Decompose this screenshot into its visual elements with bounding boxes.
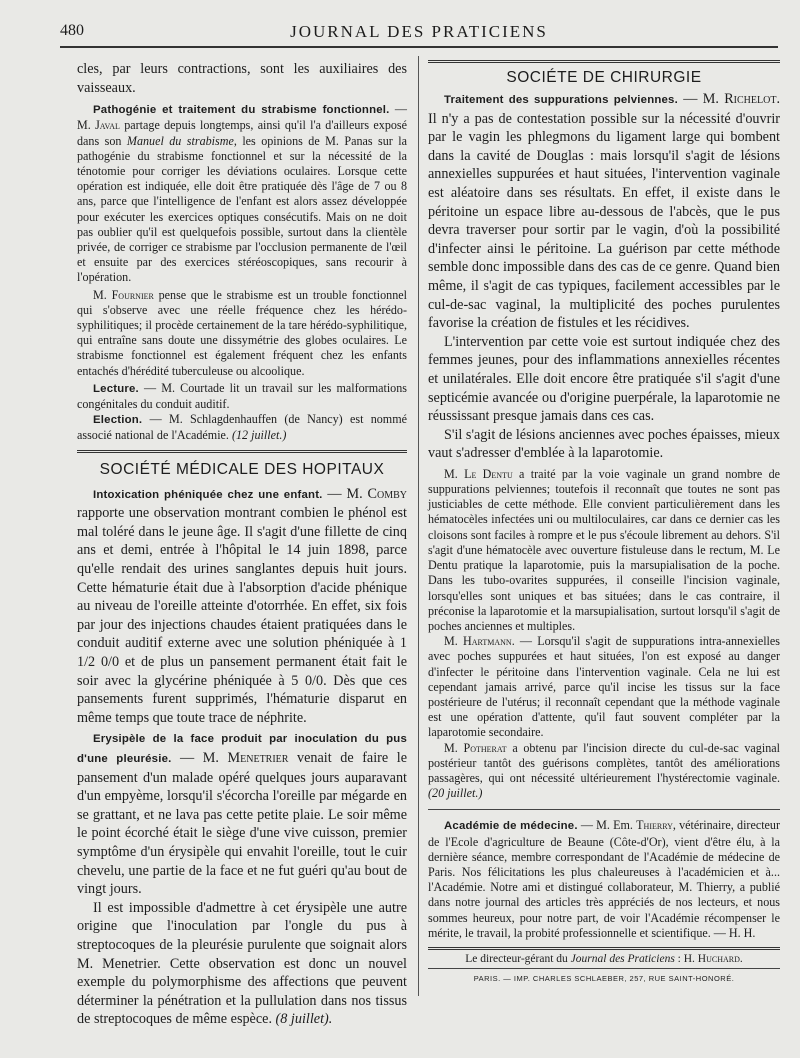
article-le-dentu: M. Le Dentu a traité par la voie vaginale un grand nombre de suppurations pelviennes; toutefois il reconnaît que toutes ne sont pas justiciables de cette méthode. Elle convient particulièrement dans les hématocèles infectées uni ou multiloculaires, car dans ce dernier cas les cloisons sont faciles à rompre et le pus s'écoule librement au dehors. S'il s'agit d'une hématocèle avec ouverture fistuleuse dans le rectum, M. Le Dentu pratique la laparotomie, puis la marsupialisation de la poche. Dans les tubo-ovarites suppurées, il conseille l'incision vaginale, lorsqu'elles sont uniques et bas situées; dans le cas contraire, il préconise la laparotomie et la marsupialisation, surtout lorsqu'il s'agit de poches anciennes et multiples. <box>428 466 781 633</box>
article-heading: Intoxication phéniquée chez une enfant. <box>93 488 323 501</box>
author-name: Menetrier <box>227 749 289 766</box>
section-title-hopitaux: SOCIÉTÉ MÉDICALE DES HOPITAUX <box>99 460 385 478</box>
article-suppurations: Traitement des suppurations pelviennes. — M. Richelot. Il n'y a pas de contestation possible sur la nécessité d'ouvrir par le vagin les phlegmons du ligament large qui bombent dans la cavité de Douglas : mais lorsqu'il s'agit de lésions annexielles suppurées et haut situées, l'intervention vaginale est aléatoire dans ses résultats. En effet, il existe dans le péritoine un espace libre au-dessous de l'abcès, que le pus devra traverser pour sortir par le vagin, d'où la possibilité d'infecter ainsi le péritoine. La guérison par cette méthode semble donc impossible dans des cas de ce genre. Quand bien même, il s'agit de cas typiques, facilement accessibles par le cul-de-sac vaginal, la multiplicité des poches purulentes favorise la création de fistules et les récidives. <box>428 91 780 332</box>
article-lecture: Lecture. — M. Courtade lit un travail sur les malformations congénitales du conduit auditif. <box>77 380 407 412</box>
paragraph-indications: L'intervention par cette voie est surtout indiquée chez des femmes jeunes, pour des inflammations annexielles récentes et unilatérales. Elle doit encore être pratiquée s'il s'agit d'une septicémie avancée ou d'origine puerpérale, la laparotomie ne réussissant presque jamais dans ces cas. <box>428 333 780 425</box>
right-column <box>428 60 780 983</box>
column-divider <box>418 56 419 996</box>
article-academie: Académie de médecine. — M. Em. Thierry, vétérinaire, directeur de l'Ecole d'agriculture de Beaune (Côte-d'Or), vient d'être élu, à la dernière séance, membre correspondant de l'Académie de médecine de Paris. Nos félicitations les plus chaleureuses à l'académicien et à... l'Académie. Notre ami et distingué collaborateur, M. Thierry, a publié dans notre journal des articles très appréciés de nos lecteurs, et nous sommes heureux, pour notre part, de voir l'Académie récompenser le mérite, le travail, la probité professionnelle et scientifique. — H. H. <box>428 818 780 940</box>
paragraph-continuation: cles, par leurs contractions, sont les auxiliaires des vaisseaux. <box>77 61 407 96</box>
author-name: Potherat <box>463 740 507 755</box>
footer-rule <box>428 947 780 950</box>
author-name: Thierry <box>636 818 673 833</box>
article-potherat: M. Potherat a obtenu par l'incision directe du cul-de-sac vaginal postérieur tantôt des guérisons complètes, tantôt des améliorations passagères, qui ont nécessité ultérieurement l'hystérectomie vaginale. (20 juillet.) <box>428 740 780 801</box>
paragraph-conclusion: Il est impossible d'admettre à cet érysipèle une autre origine que l'inoculation par l'ongle du pus à streptocoques de la pleurésie purulente que soignait alors M. Menetrier. Cette observation est donc un nouvel exemple du polymorphisme des affections que peuvent déterminer la pénétration et la pullulation dans nos tissus de streptocoques de même espèce. (8 juillet). <box>77 899 407 1028</box>
article-erysipele: Erysipèle de la face produit par inoculation du pus d'une pleurésie. — M. Menetrier venait de faire le pansement d'un malade opéré quelques jours auparavant d'un empyème, lorsqu'il s'écorcha l'oreille par mégarde en se grattant, et ne lava pas cette petite plaie. Le soir même le point écorché était le siège d'une vive cuisson, premier symptôme d'un érysipèle qui envahit l'oreille, tout le cuir chevelu, une partie de la face et ne fut guéri qu'au bout de vingt jours. <box>77 733 407 898</box>
section-rule <box>77 450 407 453</box>
author-name: Le Dentu <box>464 466 513 481</box>
article-strabisme: Pathogénie et traitement du strabisme fonctionnel. — M. Javal partage depuis longtemps, ainsi qu'il l'a d'ailleurs exposé dans son Manuel du strabisme, les opinions de M. Panas sur la pathogénie du strabisme fonctionnel et sur la nécessité de la ténotomie pour corriger les déviations oculaires. Lorsque cette opération est indiquée, elle doit être pratiquée dès l'âge de 7 ou 8 ans, parce que l'intelligence de l'enfant est alors assez développée pour exécuter les exercices optiques consécutifs. Mais on ne doit pas oublier qu'il est quelquefois possible, surtout dans la clientèle privée, de corriger ce strabisme par l'occlusion permanente de l'œil et ensuite par des exercices stéréoscopiques, sans recourir à l'opération. <box>77 102 408 285</box>
journal-title: JOURNAL DES PRATICIENS <box>290 22 548 41</box>
article-election: Election. — M. Schlagdenhauffen (de Nancy) est nommé associé national de l'Académie. (12 juillet.) <box>77 412 407 443</box>
article-intoxication: Intoxication phéniquée chez une enfant. — M. Comby rapporte une observation montrant combien le phénol est mal toléré dans le jeune âge. Il s'agit d'une fillette de cinq ans et demi, entrée à l'hôpital le 14 juin 1898, parce qu'elle rendait des urines sanglantes depuis huit jours. Cette hématurie était due à l'absorption d'acide phénique au niveau de l'oreille atteinte d'otorrhée. En effet, six fois par jour des injections chaudes étaient pratiquées dans le conduit auditif externe avec une solution phéniquée à 1 1/2 0/0 et de plus un pansement permanent était fait le soir avec la glycérine phéniquée à 5 0/0. Dès que ces pansements furent supprimés, l'hématurie disparut en même temps que toute trace de néphrite. <box>77 485 407 726</box>
footer-rule <box>428 968 780 969</box>
header-rule <box>60 46 778 48</box>
paragraph-laparotomie: S'il s'agit de lésions anciennes avec poches épaisses, mieux vaut s'adresser d'emblée à la laparotomie. <box>428 426 780 462</box>
section-rule <box>428 60 780 63</box>
article-heading: Pathogénie et traitement du strabisme fonctionnel. <box>93 104 390 117</box>
left-column <box>77 60 407 1029</box>
author-name: Hartmann <box>462 634 512 649</box>
article-hartmann: M. Hartmann. — Lorsqu'il s'agit de suppurations intra-annexielles avec poches suppurées et haut situées, l'on est exposé au danger d'infecter le péritoine dans l'intervention vaginale. Cela ne lui est cependant jamais arrivé, parce qu'il incise les tissus sur la face postérieure de l'utérus; il reconnaît cependant que la méthode vaginale est une opération d'attente, qu'il faut souvent compléter par la laparotomie secondaire. <box>428 634 780 740</box>
author-name: Javal <box>95 118 120 133</box>
article-heading: Election. <box>93 414 143 427</box>
article-fournier: M. Fournier pense que le strabisme est un trouble fonctionnel qui s'observe avec une réelle fréquence chez les hérédo-syphilitiques; il procède certainement de la tare hérédo-syphilitique, qui entraîne sans doute une dissymétrie des globes oculaires. Le strabisme fonctionnel est également fréquent chez les enfants entachés d'hérédité tuberculeuse ou alcoolique. <box>77 287 407 378</box>
date: (20 juillet.) <box>428 786 483 801</box>
page-number: 480 <box>60 22 84 39</box>
date: (8 juillet). <box>275 1011 333 1028</box>
printer-imprint: PARIS. — IMP. CHARLES SCHLAEBER, 257, RUE SAINT-HONORÉ. <box>473 973 735 983</box>
author-name: Comby <box>367 485 407 502</box>
article-heading: Traitement des suppurations pelviennes. <box>444 94 678 106</box>
article-heading: Erysipèle de la face produit par inoculation du pus d'une pleurésie. <box>77 733 407 765</box>
section-rule <box>428 809 780 810</box>
author-name: Fournier <box>111 287 154 302</box>
director-line: Le directeur-gérant du Journal des Praticiens : H. Huchard. <box>465 952 743 965</box>
page-header <box>60 22 778 44</box>
section-title-chirurgie: SOCIÉTE DE CHIRURGIE <box>506 69 702 86</box>
date: (12 juillet.) <box>231 428 287 443</box>
book-title: Manuel du strabisme <box>126 133 234 148</box>
article-heading: Lecture. <box>93 382 139 395</box>
article-heading: Académie de médecine. <box>444 820 578 833</box>
journal-name: Journal des Praticiens <box>570 952 675 965</box>
author-name: Richelot. <box>724 91 780 107</box>
